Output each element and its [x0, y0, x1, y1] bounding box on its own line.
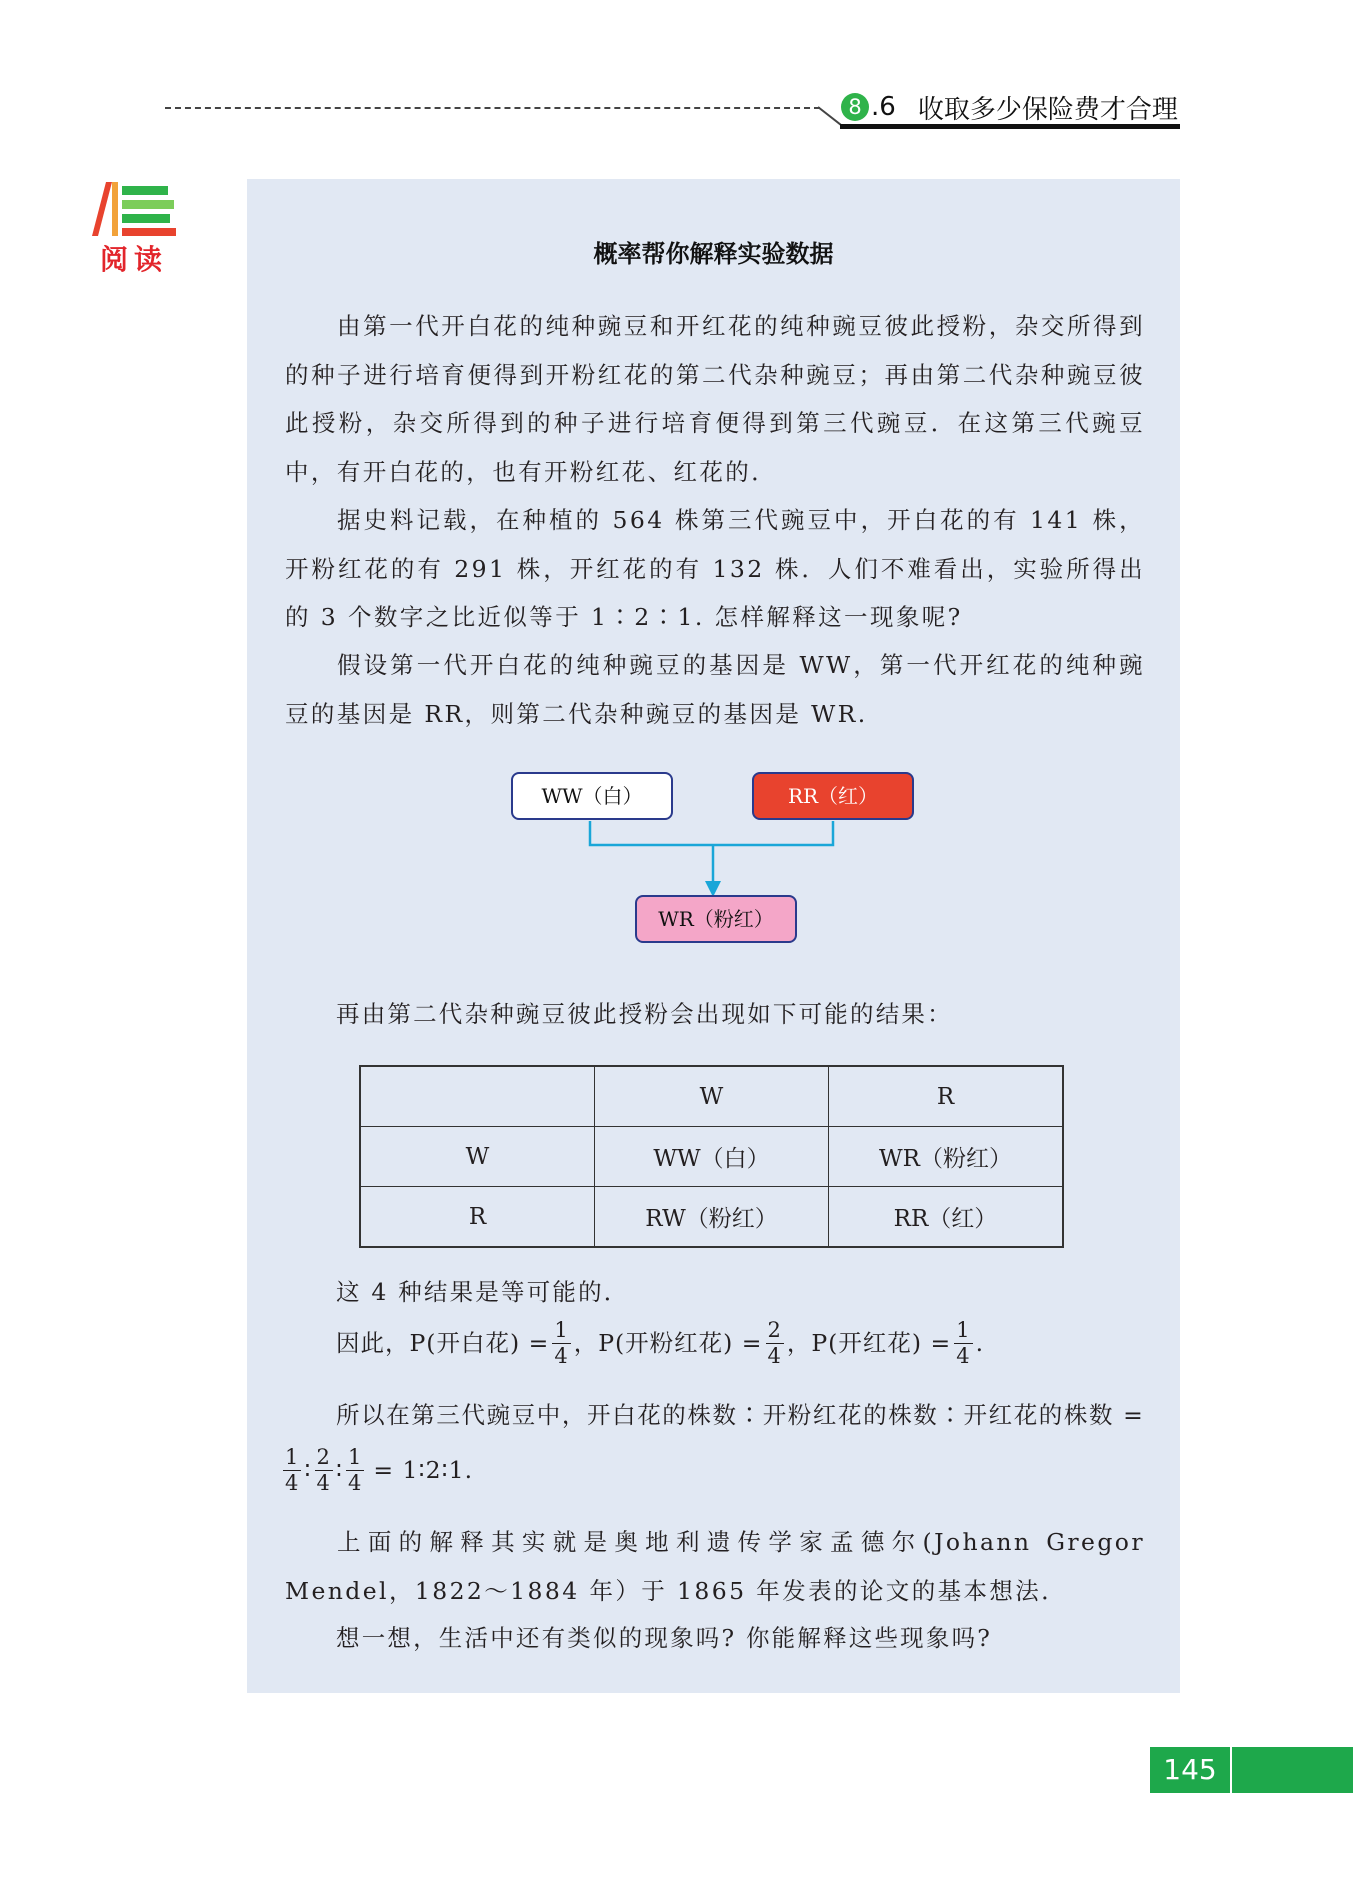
header-dashed-rule — [165, 107, 820, 109]
section-number-badge: 8 — [841, 93, 869, 121]
prob-pink-label: P(开粉红花) = — [598, 1329, 763, 1357]
fraction-b: $\frac{2}{4}$ — [316, 1444, 331, 1495]
table-cell: WR（粉红） — [829, 1127, 1064, 1187]
section-title: 收取多少保险费才合理 — [917, 94, 1178, 125]
ratio-expression — [280, 1440, 473, 1500]
table-header-cell — [360, 1066, 595, 1127]
section-header — [841, 90, 1178, 124]
paragraph-6: 上面的解释其实就是奥地利遗传学家孟德尔(Johann Gregor Mendel，1822～1884 年）于 1865 年发表的论文的基本想法． — [285, 1528, 1145, 1605]
prob-lead: 因此， — [336, 1329, 410, 1357]
ratio-line: 所以在第三代豌豆中，开白花的株数∶开粉红花的株数∶开红花的株数 = — [336, 1401, 1145, 1429]
ratio-colon: ∶ — [304, 1456, 312, 1484]
paragraph-2: 据史料记载，在种植的 564 株第三代豌豆中，开白花的有 141 株，开粉红花的有 291 株，开红花的有 132 株．人们不难看出，实验所得出的 3 个数字之比近似等于 1∶2∶1. 怎样解释这一现象呢? — [285, 506, 1145, 631]
prob-sep: ， — [786, 1329, 812, 1357]
paragraph-1: 由第一代开白花的纯种豌豆和开红花的纯种豌豆彼此授粉，杂交所得到的种子进行培育便得到开粉红花的第二代杂种豌豆；再由第二代杂种豌豆彼此授粉，杂交所得到的种子进行培育便得到第三代豌豆．在这第三代豌豆中，有开白花的，也有开粉红花、红花的． — [285, 312, 1145, 486]
fraction-pink: $\frac{2}{4}$ — [767, 1317, 782, 1368]
reading-label: 阅读 — [100, 243, 169, 276]
prob-red-label: P(开红花) = — [811, 1329, 952, 1357]
page-number: 145 — [1150, 1747, 1230, 1793]
parent-white-box: WW（白） — [511, 772, 673, 820]
table-row — [360, 1127, 1063, 1187]
fraction-a: $\frac{1}{4}$ — [285, 1444, 300, 1495]
paragraph-3: 假设第一代开白花的纯种豌豆的基因是 WW，第一代开红花的纯种豌豆的基因是 RR，则第二代杂种豌豆的基因是 WR. — [285, 651, 1145, 728]
table-cell: RR（红） — [829, 1187, 1064, 1248]
table-row — [360, 1187, 1063, 1248]
table-header-row — [360, 1066, 1063, 1127]
paragraph-4: 再由第二代杂种豌豆彼此授粉会出现如下可能的结果： — [336, 1000, 953, 1028]
prob-end: . — [975, 1329, 985, 1357]
page-number-bar — [1232, 1747, 1353, 1793]
prob-white-label: P(开白花) = — [409, 1329, 550, 1357]
table-cell: R — [360, 1187, 595, 1248]
fraction-red: $\frac{1}{4}$ — [956, 1317, 971, 1368]
table-header-cell: W — [595, 1066, 829, 1127]
table-cell: W — [360, 1127, 595, 1187]
child-pink-box: WR（粉红） — [635, 895, 797, 943]
section-number-suffix: .6 — [871, 92, 896, 122]
probability-line — [336, 1313, 984, 1373]
paragraph-7: 想一想，生活中还有类似的现象吗? 你能解释这些现象吗? — [336, 1624, 993, 1652]
prob-sep: ， — [573, 1329, 599, 1357]
parent-red-box: RR（红） — [752, 772, 914, 820]
table-header-cell: R — [829, 1066, 1064, 1127]
table-cell: WW（白） — [595, 1127, 829, 1187]
ratio-colon: ∶ — [335, 1456, 343, 1484]
paragraph-5: 这 4 种结果是等可能的． — [336, 1278, 630, 1306]
fraction-white: $\frac{1}{4}$ — [554, 1317, 569, 1368]
cross-result-table — [359, 1065, 1064, 1248]
ratio-result: = 1∶2∶1. — [373, 1456, 474, 1484]
fraction-c: $\frac{1}{4}$ — [348, 1444, 363, 1495]
table-cell: RW（粉红） — [595, 1187, 829, 1248]
article-title: 概率帮你解释实验数据 — [593, 240, 834, 268]
